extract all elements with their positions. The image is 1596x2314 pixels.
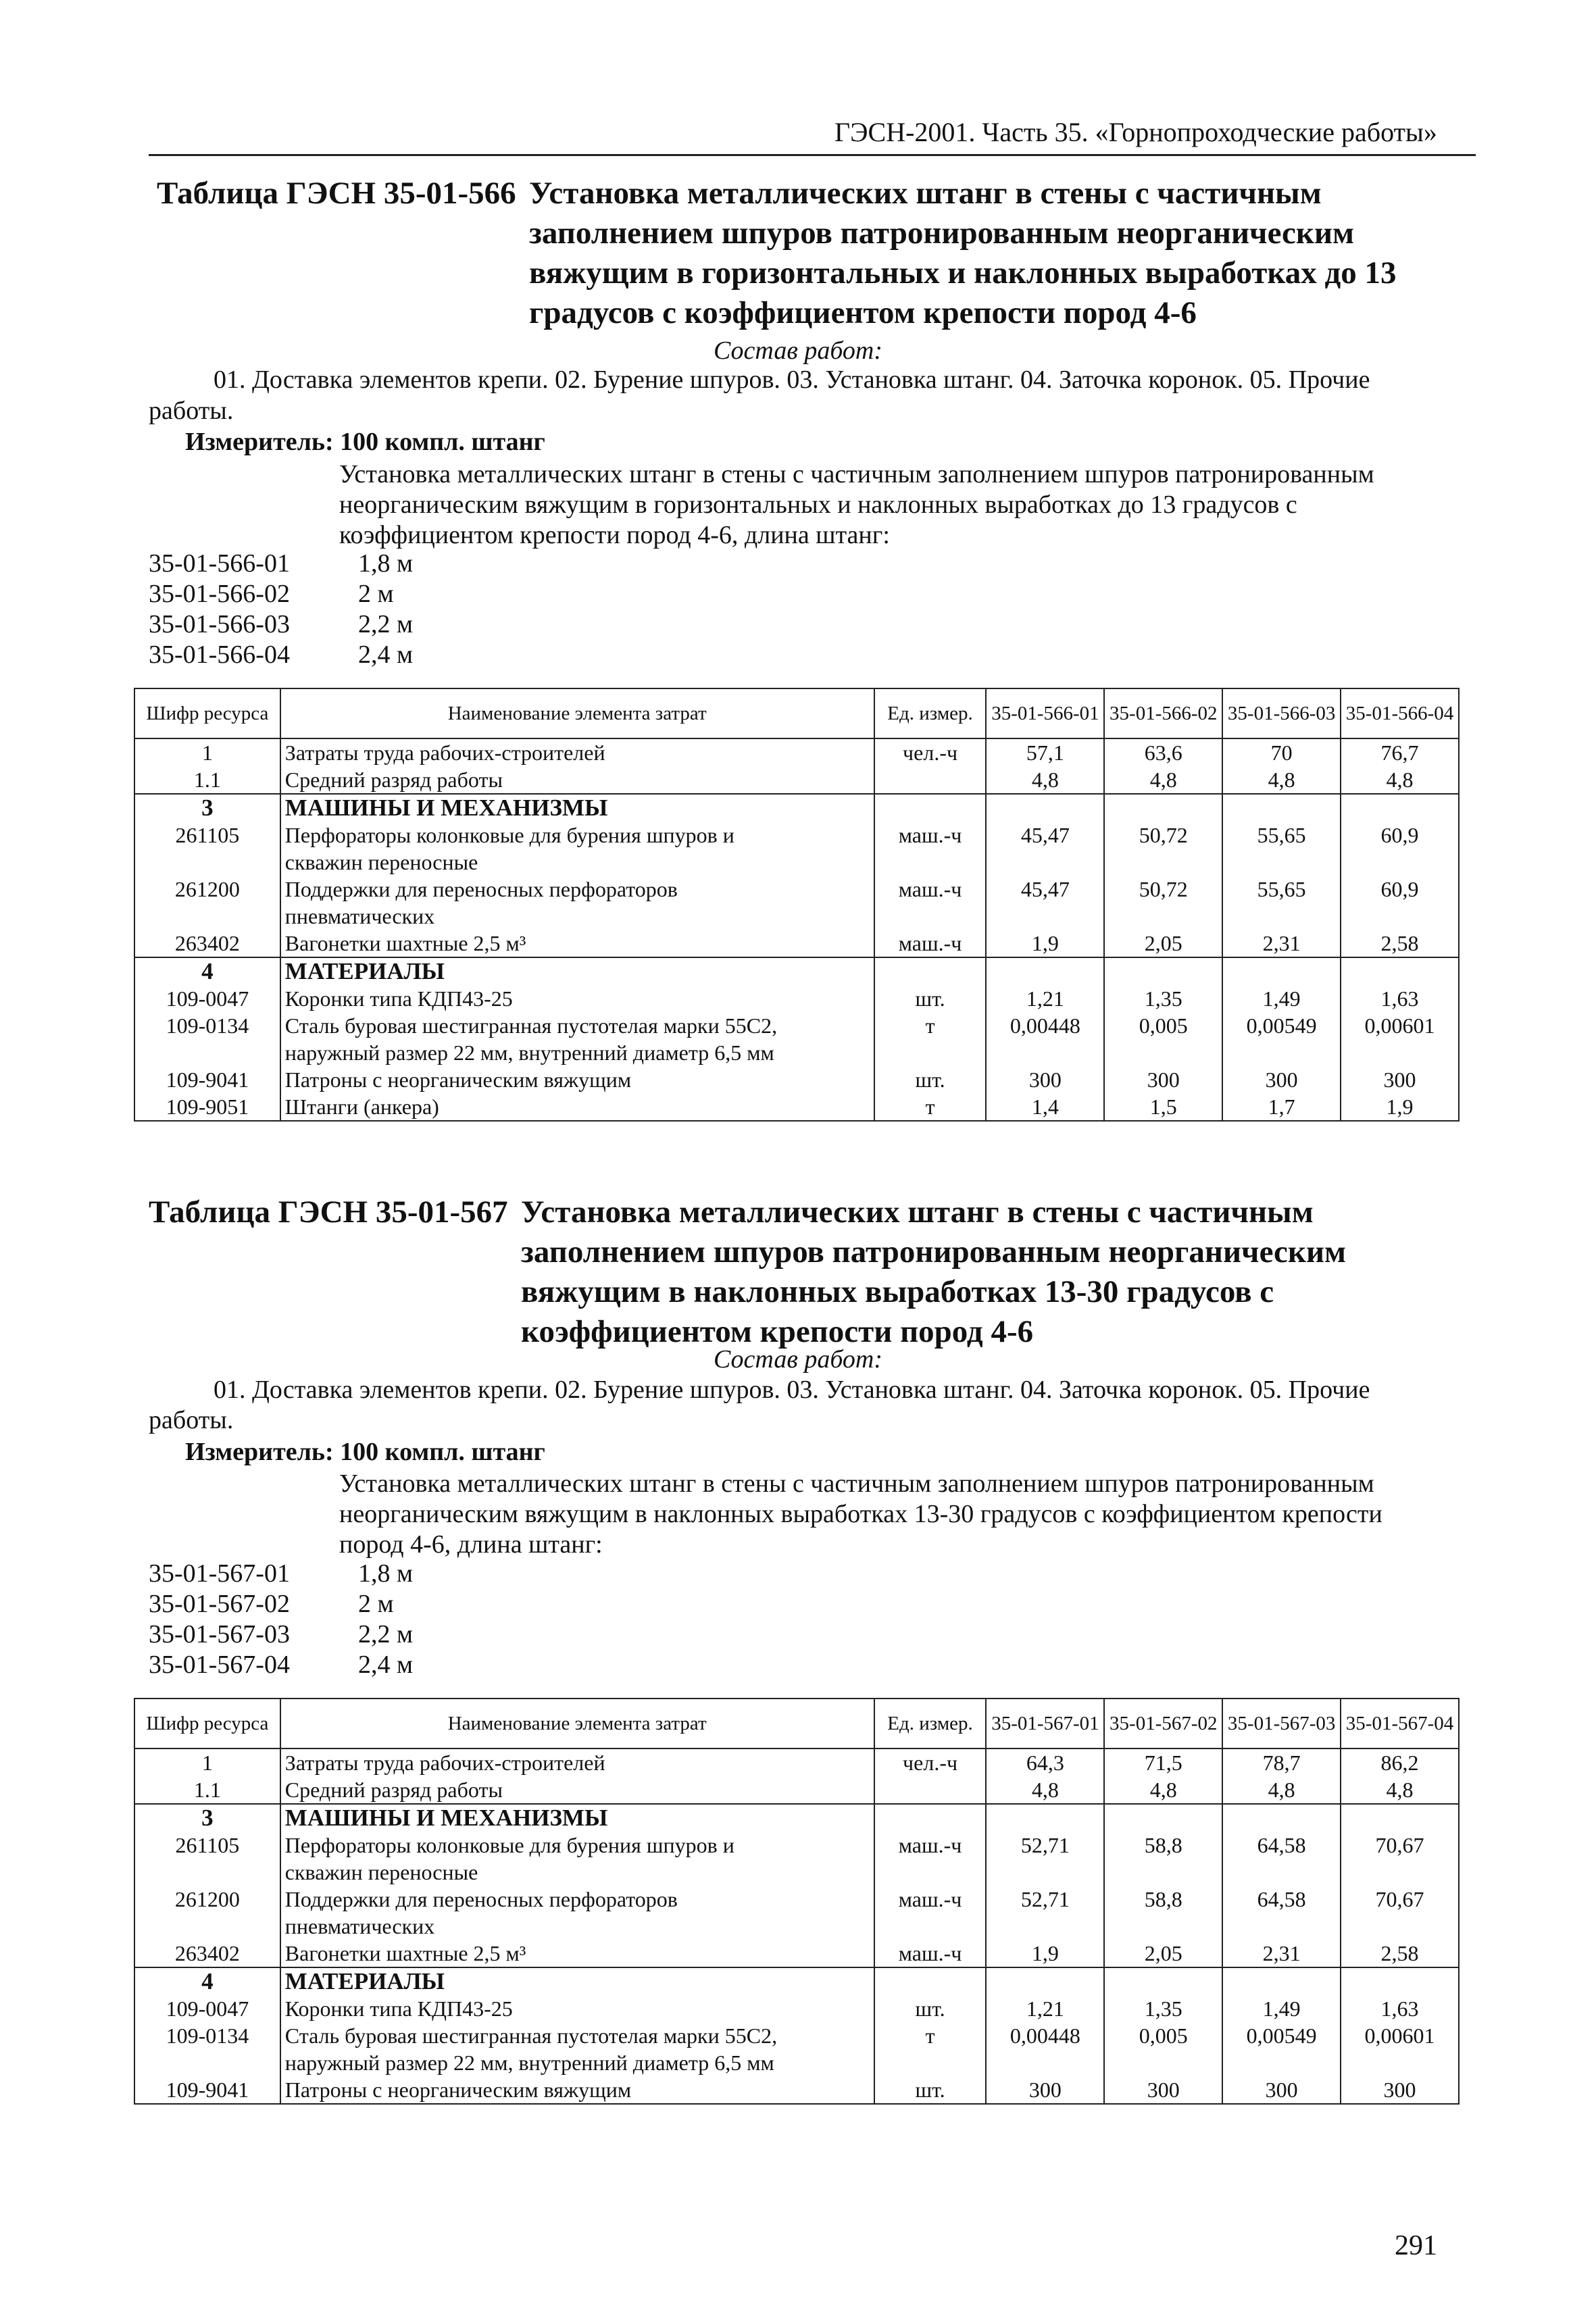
row-unit: шт. bbox=[874, 985, 987, 1012]
row-value: 60,9 bbox=[1341, 876, 1459, 930]
row-value: 60,9 bbox=[1341, 822, 1459, 876]
row-name: Коронки типа КДП43-25 bbox=[280, 985, 874, 1012]
row-unit: т bbox=[874, 2022, 987, 2076]
norm-table bbox=[134, 688, 1460, 1122]
composition-text: 01. Доставка элементов крепи. 02. Бурение шпуров. 03. Установка штанг. 04. Заточка коронок. 05. Прочие bbox=[214, 366, 1370, 394]
row-value: 2,05 bbox=[1104, 930, 1222, 957]
row-name: Перфораторы колонковые для бурения шпуров и скважин переносные bbox=[280, 1832, 874, 1886]
table-row bbox=[134, 766, 1459, 794]
row-value: 4,8 bbox=[1222, 1776, 1341, 1804]
row-code: 261105 bbox=[134, 1832, 280, 1886]
row-value: 50,72 bbox=[1104, 876, 1222, 930]
table-title-line: Установка металлических штанг в стены с частичным bbox=[529, 176, 1322, 211]
row-unit: т bbox=[874, 1012, 987, 1066]
row-value: 52,71 bbox=[986, 1832, 1104, 1886]
row-value: 1,63 bbox=[1341, 985, 1459, 1012]
row-unit: чел.-ч bbox=[874, 738, 987, 766]
row-code: 1 bbox=[134, 1749, 280, 1776]
col-header-unit: Ед. измер. bbox=[874, 688, 987, 738]
description-line: неорганическим вяжущим в наклонных выработках 13-30 градусов с коэффициентом крепости bbox=[339, 1500, 1382, 1528]
variant-code: 35-01-567-01 bbox=[149, 1559, 290, 1588]
variant-list bbox=[149, 549, 413, 670]
table-title-prefix: Таблица ГЭСН 35-01-567 bbox=[149, 1194, 508, 1230]
composition-text: 01. Доставка элементов крепи. 02. Бурение шпуров. 03. Установка штанг. 04. Заточка коронок. 05. Прочие bbox=[214, 1376, 1370, 1404]
row-name: Затраты труда рабочих-строителей bbox=[280, 1749, 874, 1776]
composition-label: Состав работ: bbox=[713, 1345, 883, 1374]
table-title-line: коэффициентом крепости пород 4-6 bbox=[521, 1314, 1034, 1349]
col-header-variant: 35-01-566-02 bbox=[1104, 688, 1222, 738]
row-name: Сталь буровая шестигранная пустотелая марки 55С2, наружный размер 22 мм, внутренний диаметр 6,5 мм bbox=[280, 1012, 874, 1066]
norm-description bbox=[339, 1469, 1382, 1560]
row-value: 0,00549 bbox=[1222, 2022, 1341, 2076]
row-code: 1.1 bbox=[134, 766, 280, 794]
variant-row bbox=[149, 549, 413, 579]
variant-list bbox=[149, 1559, 413, 1680]
row-value: 1,63 bbox=[1341, 1995, 1459, 2022]
row-name: Перфораторы колонковые для бурения шпуров и скважин переносные bbox=[280, 822, 874, 876]
row-name: Вагонетки шахтные 2,5 м³ bbox=[280, 1940, 874, 1967]
row-value: 70,67 bbox=[1341, 1832, 1459, 1886]
row-name: Вагонетки шахтные 2,5 м³ bbox=[280, 930, 874, 957]
row-code: 109-9041 bbox=[134, 2076, 280, 2104]
row-code: 109-0134 bbox=[134, 1012, 280, 1066]
row-value: 2,05 bbox=[1104, 1940, 1222, 1967]
row-value: 58,8 bbox=[1104, 1886, 1222, 1940]
row-value: 63,6 bbox=[1104, 738, 1222, 766]
description-line: Установка металлических штанг в стены с частичным заполнением шпуров патронированным bbox=[339, 1469, 1374, 1498]
table-row bbox=[134, 876, 1459, 930]
row-name: Патроны с неорганическим вяжущим bbox=[280, 2076, 874, 2104]
row-unit: т bbox=[874, 1093, 987, 1121]
row-code: 109-0134 bbox=[134, 2022, 280, 2076]
row-unit bbox=[874, 766, 987, 794]
variant-row bbox=[149, 579, 413, 609]
table-header-row bbox=[134, 688, 1459, 738]
variant-value: 1,8 м bbox=[358, 549, 414, 578]
section-code: 4 bbox=[134, 957, 280, 985]
row-value: 300 bbox=[1341, 1066, 1459, 1093]
row-name: Средний разряд работы bbox=[280, 766, 874, 794]
meter-label: Измеритель: 100 компл. штанг bbox=[185, 1438, 545, 1466]
row-code: 1 bbox=[134, 738, 280, 766]
table-row bbox=[134, 930, 1459, 957]
table-row bbox=[134, 985, 1459, 1012]
row-value: 300 bbox=[986, 1066, 1104, 1093]
variant-code: 35-01-566-03 bbox=[149, 610, 290, 638]
col-header-name: Наименование элемента затрат bbox=[280, 688, 874, 738]
row-value: 1,5 bbox=[1104, 1093, 1222, 1121]
variant-code: 35-01-567-02 bbox=[149, 1590, 290, 1618]
table-header-row bbox=[134, 1699, 1459, 1749]
row-value: 55,65 bbox=[1222, 822, 1341, 876]
col-header-variant: 35-01-567-03 bbox=[1222, 1699, 1341, 1749]
row-value: 4,8 bbox=[1222, 766, 1341, 794]
table-row bbox=[134, 738, 1459, 766]
row-value: 4,8 bbox=[1104, 1776, 1222, 1804]
col-header-unit: Ед. измер. bbox=[874, 1699, 987, 1749]
row-value: 76,7 bbox=[1341, 738, 1459, 766]
row-value: 300 bbox=[1222, 2076, 1341, 2104]
section-code: 4 bbox=[134, 1967, 280, 1995]
row-value: 2,58 bbox=[1341, 930, 1459, 957]
row-value: 300 bbox=[1104, 1066, 1222, 1093]
row-unit: маш.-ч bbox=[874, 1940, 987, 1967]
variant-row bbox=[149, 1619, 413, 1650]
page-number: 291 bbox=[1395, 2230, 1437, 2261]
table-row bbox=[134, 1093, 1459, 1121]
composition-label: Состав работ: bbox=[713, 336, 883, 365]
row-value: 300 bbox=[1222, 1066, 1341, 1093]
table-title-line: градусов с коэффициентом крепости пород 4-6 bbox=[529, 295, 1197, 330]
row-value: 300 bbox=[1341, 2076, 1459, 2104]
table-row bbox=[134, 1776, 1459, 1804]
description-line: коэффициентом крепости пород 4-6, длина штанг: bbox=[339, 521, 890, 549]
table-section-row bbox=[134, 1804, 1459, 1832]
row-value: 4,8 bbox=[1104, 766, 1222, 794]
table-row bbox=[134, 2076, 1459, 2104]
variant-row bbox=[149, 1589, 413, 1619]
row-unit: маш.-ч bbox=[874, 1886, 987, 1940]
row-value: 1,49 bbox=[1222, 985, 1341, 1012]
row-unit: чел.-ч bbox=[874, 1749, 987, 1776]
col-header-variant: 35-01-566-03 bbox=[1222, 688, 1341, 738]
row-name: Поддержки для переносных перфораторов пневматических bbox=[280, 876, 874, 930]
row-value: 4,8 bbox=[1341, 766, 1459, 794]
row-value: 71,5 bbox=[1104, 1749, 1222, 1776]
row-value: 45,47 bbox=[986, 822, 1104, 876]
table-title bbox=[529, 174, 1397, 333]
row-value: 1,21 bbox=[986, 1995, 1104, 2022]
variant-row bbox=[149, 609, 413, 640]
norm-description bbox=[339, 459, 1374, 551]
section-code: 3 bbox=[134, 1804, 280, 1832]
row-unit: маш.-ч bbox=[874, 1832, 987, 1886]
row-value: 0,00448 bbox=[986, 1012, 1104, 1066]
row-code: 263402 bbox=[134, 1940, 280, 1967]
table-title-line: вяжущим в горизонтальных и наклонных выработках до 13 bbox=[529, 255, 1397, 291]
table-row bbox=[134, 1995, 1459, 2022]
col-header-variant: 35-01-567-01 bbox=[986, 1699, 1104, 1749]
variant-code: 35-01-566-01 bbox=[149, 549, 290, 578]
row-unit bbox=[874, 1776, 987, 1804]
row-value: 0,00549 bbox=[1222, 1012, 1341, 1066]
section-code: 3 bbox=[134, 794, 280, 822]
row-value: 64,58 bbox=[1222, 1832, 1341, 1886]
composition-text-cont: работы. bbox=[149, 397, 234, 425]
row-value: 1,21 bbox=[986, 985, 1104, 1012]
row-code: 1.1 bbox=[134, 1776, 280, 1804]
row-unit: шт. bbox=[874, 1995, 987, 2022]
row-name: Коронки типа КДП43-25 bbox=[280, 1995, 874, 2022]
variant-row bbox=[149, 1559, 413, 1589]
row-value: 2,31 bbox=[1222, 1940, 1341, 1967]
table-row bbox=[134, 1012, 1459, 1066]
norm-table bbox=[134, 1698, 1460, 2105]
variant-value: 2,4 м bbox=[358, 640, 414, 669]
row-code: 263402 bbox=[134, 930, 280, 957]
row-value: 64,3 bbox=[986, 1749, 1104, 1776]
row-code: 109-9041 bbox=[134, 1066, 280, 1093]
table-section-row bbox=[134, 957, 1459, 985]
row-value: 4,8 bbox=[986, 1776, 1104, 1804]
table-row bbox=[134, 1066, 1459, 1093]
table-title-line: Установка металлических штанг в стены с частичным bbox=[521, 1194, 1314, 1230]
row-value: 57,1 bbox=[986, 738, 1104, 766]
table-section-row bbox=[134, 794, 1459, 822]
row-value: 50,72 bbox=[1104, 822, 1222, 876]
running-header: ГЭСН-2001. Часть 35. «Горнопроходческие работы» bbox=[834, 117, 1437, 147]
col-header-variant: 35-01-567-02 bbox=[1104, 1699, 1222, 1749]
variant-code: 35-01-567-04 bbox=[149, 1651, 290, 1679]
row-code: 109-0047 bbox=[134, 1995, 280, 2022]
variant-code: 35-01-566-02 bbox=[149, 580, 290, 608]
col-header-variant: 35-01-567-04 bbox=[1341, 1699, 1459, 1749]
variant-value: 1,8 м bbox=[358, 1559, 414, 1588]
row-value: 64,58 bbox=[1222, 1886, 1341, 1940]
row-unit: шт. bbox=[874, 1066, 987, 1093]
row-unit: маш.-ч bbox=[874, 822, 987, 876]
row-value: 0,00601 bbox=[1341, 2022, 1459, 2076]
header-rule bbox=[149, 154, 1476, 156]
row-code: 109-9051 bbox=[134, 1093, 280, 1121]
table-title-line: заполнением шпуров патронированным неорганическим bbox=[521, 1234, 1347, 1269]
row-value: 0,005 bbox=[1104, 1012, 1222, 1066]
row-value: 86,2 bbox=[1341, 1749, 1459, 1776]
row-value: 4,8 bbox=[986, 766, 1104, 794]
row-value: 0,00448 bbox=[986, 2022, 1104, 2076]
table-title-line: вяжущим в наклонных выработках 13-30 градусов с bbox=[521, 1274, 1274, 1309]
row-code: 109-0047 bbox=[134, 985, 280, 1012]
table-row bbox=[134, 1749, 1459, 1776]
row-value: 58,8 bbox=[1104, 1832, 1222, 1886]
row-unit: маш.-ч bbox=[874, 876, 987, 930]
row-code: 261200 bbox=[134, 1886, 280, 1940]
row-unit: маш.-ч bbox=[874, 930, 987, 957]
table-title bbox=[521, 1192, 1346, 1352]
section-title: МАШИНЫ И МЕХАНИЗМЫ bbox=[280, 794, 874, 822]
section-title: МАТЕРИАЛЫ bbox=[280, 1967, 874, 1995]
row-value: 0,005 bbox=[1104, 2022, 1222, 2076]
row-name: Средний разряд работы bbox=[280, 1776, 874, 1804]
col-header-variant: 35-01-566-04 bbox=[1341, 688, 1459, 738]
table-row bbox=[134, 1940, 1459, 1967]
description-line: Установка металлических штанг в стены с частичным заполнением шпуров патронированным bbox=[339, 460, 1374, 488]
row-value: 1,9 bbox=[986, 1940, 1104, 1967]
row-value: 2,31 bbox=[1222, 930, 1341, 957]
row-value: 55,65 bbox=[1222, 876, 1341, 930]
row-value: 300 bbox=[986, 2076, 1104, 2104]
row-value: 45,47 bbox=[986, 876, 1104, 930]
row-value: 1,9 bbox=[986, 930, 1104, 957]
row-value: 70,67 bbox=[1341, 1886, 1459, 1940]
variant-code: 35-01-566-04 bbox=[149, 640, 290, 669]
row-value: 78,7 bbox=[1222, 1749, 1341, 1776]
variant-value: 2,4 м bbox=[358, 1651, 414, 1679]
row-value: 1,35 bbox=[1104, 985, 1222, 1012]
row-code: 261200 bbox=[134, 876, 280, 930]
row-value: 1,35 bbox=[1104, 1995, 1222, 2022]
variant-value: 2 м bbox=[358, 580, 394, 608]
row-value: 1,9 bbox=[1341, 1093, 1459, 1121]
row-name: Патроны с неорганическим вяжущим bbox=[280, 1066, 874, 1093]
variant-row bbox=[149, 640, 413, 670]
row-value: 0,00601 bbox=[1341, 1012, 1459, 1066]
table-title-prefix: Таблица ГЭСН 35-01-566 bbox=[157, 176, 516, 211]
table-row bbox=[134, 1832, 1459, 1886]
row-value: 70 bbox=[1222, 738, 1341, 766]
variant-value: 2,2 м bbox=[358, 610, 414, 638]
variant-code: 35-01-567-03 bbox=[149, 1620, 290, 1649]
table-row bbox=[134, 822, 1459, 876]
row-name: Штанги (анкера) bbox=[280, 1093, 874, 1121]
variant-value: 2,2 м bbox=[358, 1620, 414, 1649]
description-line: пород 4-6, длина штанг: bbox=[339, 1530, 603, 1559]
table-row bbox=[134, 1886, 1459, 1940]
meter-label: Измеритель: 100 компл. штанг bbox=[185, 428, 545, 456]
col-header-name: Наименование элемента затрат bbox=[280, 1699, 874, 1749]
col-header-code: Шифр ресурса bbox=[134, 1699, 280, 1749]
variant-value: 2 м bbox=[358, 1590, 394, 1618]
row-value: 300 bbox=[1104, 2076, 1222, 2104]
row-value: 1,49 bbox=[1222, 1995, 1341, 2022]
section-title: МАШИНЫ И МЕХАНИЗМЫ bbox=[280, 1804, 874, 1832]
composition-text-cont: работы. bbox=[149, 1406, 234, 1434]
row-value: 1,7 bbox=[1222, 1093, 1341, 1121]
table-title-line: заполнением шпуров патронированным неорганическим bbox=[529, 216, 1355, 251]
row-value: 52,71 bbox=[986, 1886, 1104, 1940]
row-unit: шт. bbox=[874, 2076, 987, 2104]
description-line: неорганическим вяжущим в горизонтальных и наклонных выработках до 13 градусов с bbox=[339, 491, 1297, 519]
section-title: МАТЕРИАЛЫ bbox=[280, 957, 874, 985]
row-value: 4,8 bbox=[1341, 1776, 1459, 1804]
row-name: Сталь буровая шестигранная пустотелая марки 55С2, наружный размер 22 мм, внутренний диаметр 6,5 мм bbox=[280, 2022, 874, 2076]
row-code: 261105 bbox=[134, 822, 280, 876]
col-header-variant: 35-01-566-01 bbox=[986, 688, 1104, 738]
row-value: 2,58 bbox=[1341, 1940, 1459, 1967]
variant-row bbox=[149, 1650, 413, 1680]
row-name: Поддержки для переносных перфораторов пневматических bbox=[280, 1886, 874, 1940]
row-value: 1,4 bbox=[986, 1093, 1104, 1121]
table-section-row bbox=[134, 1967, 1459, 1995]
table-row bbox=[134, 2022, 1459, 2076]
row-name: Затраты труда рабочих-строителей bbox=[280, 738, 874, 766]
col-header-code: Шифр ресурса bbox=[134, 688, 280, 738]
